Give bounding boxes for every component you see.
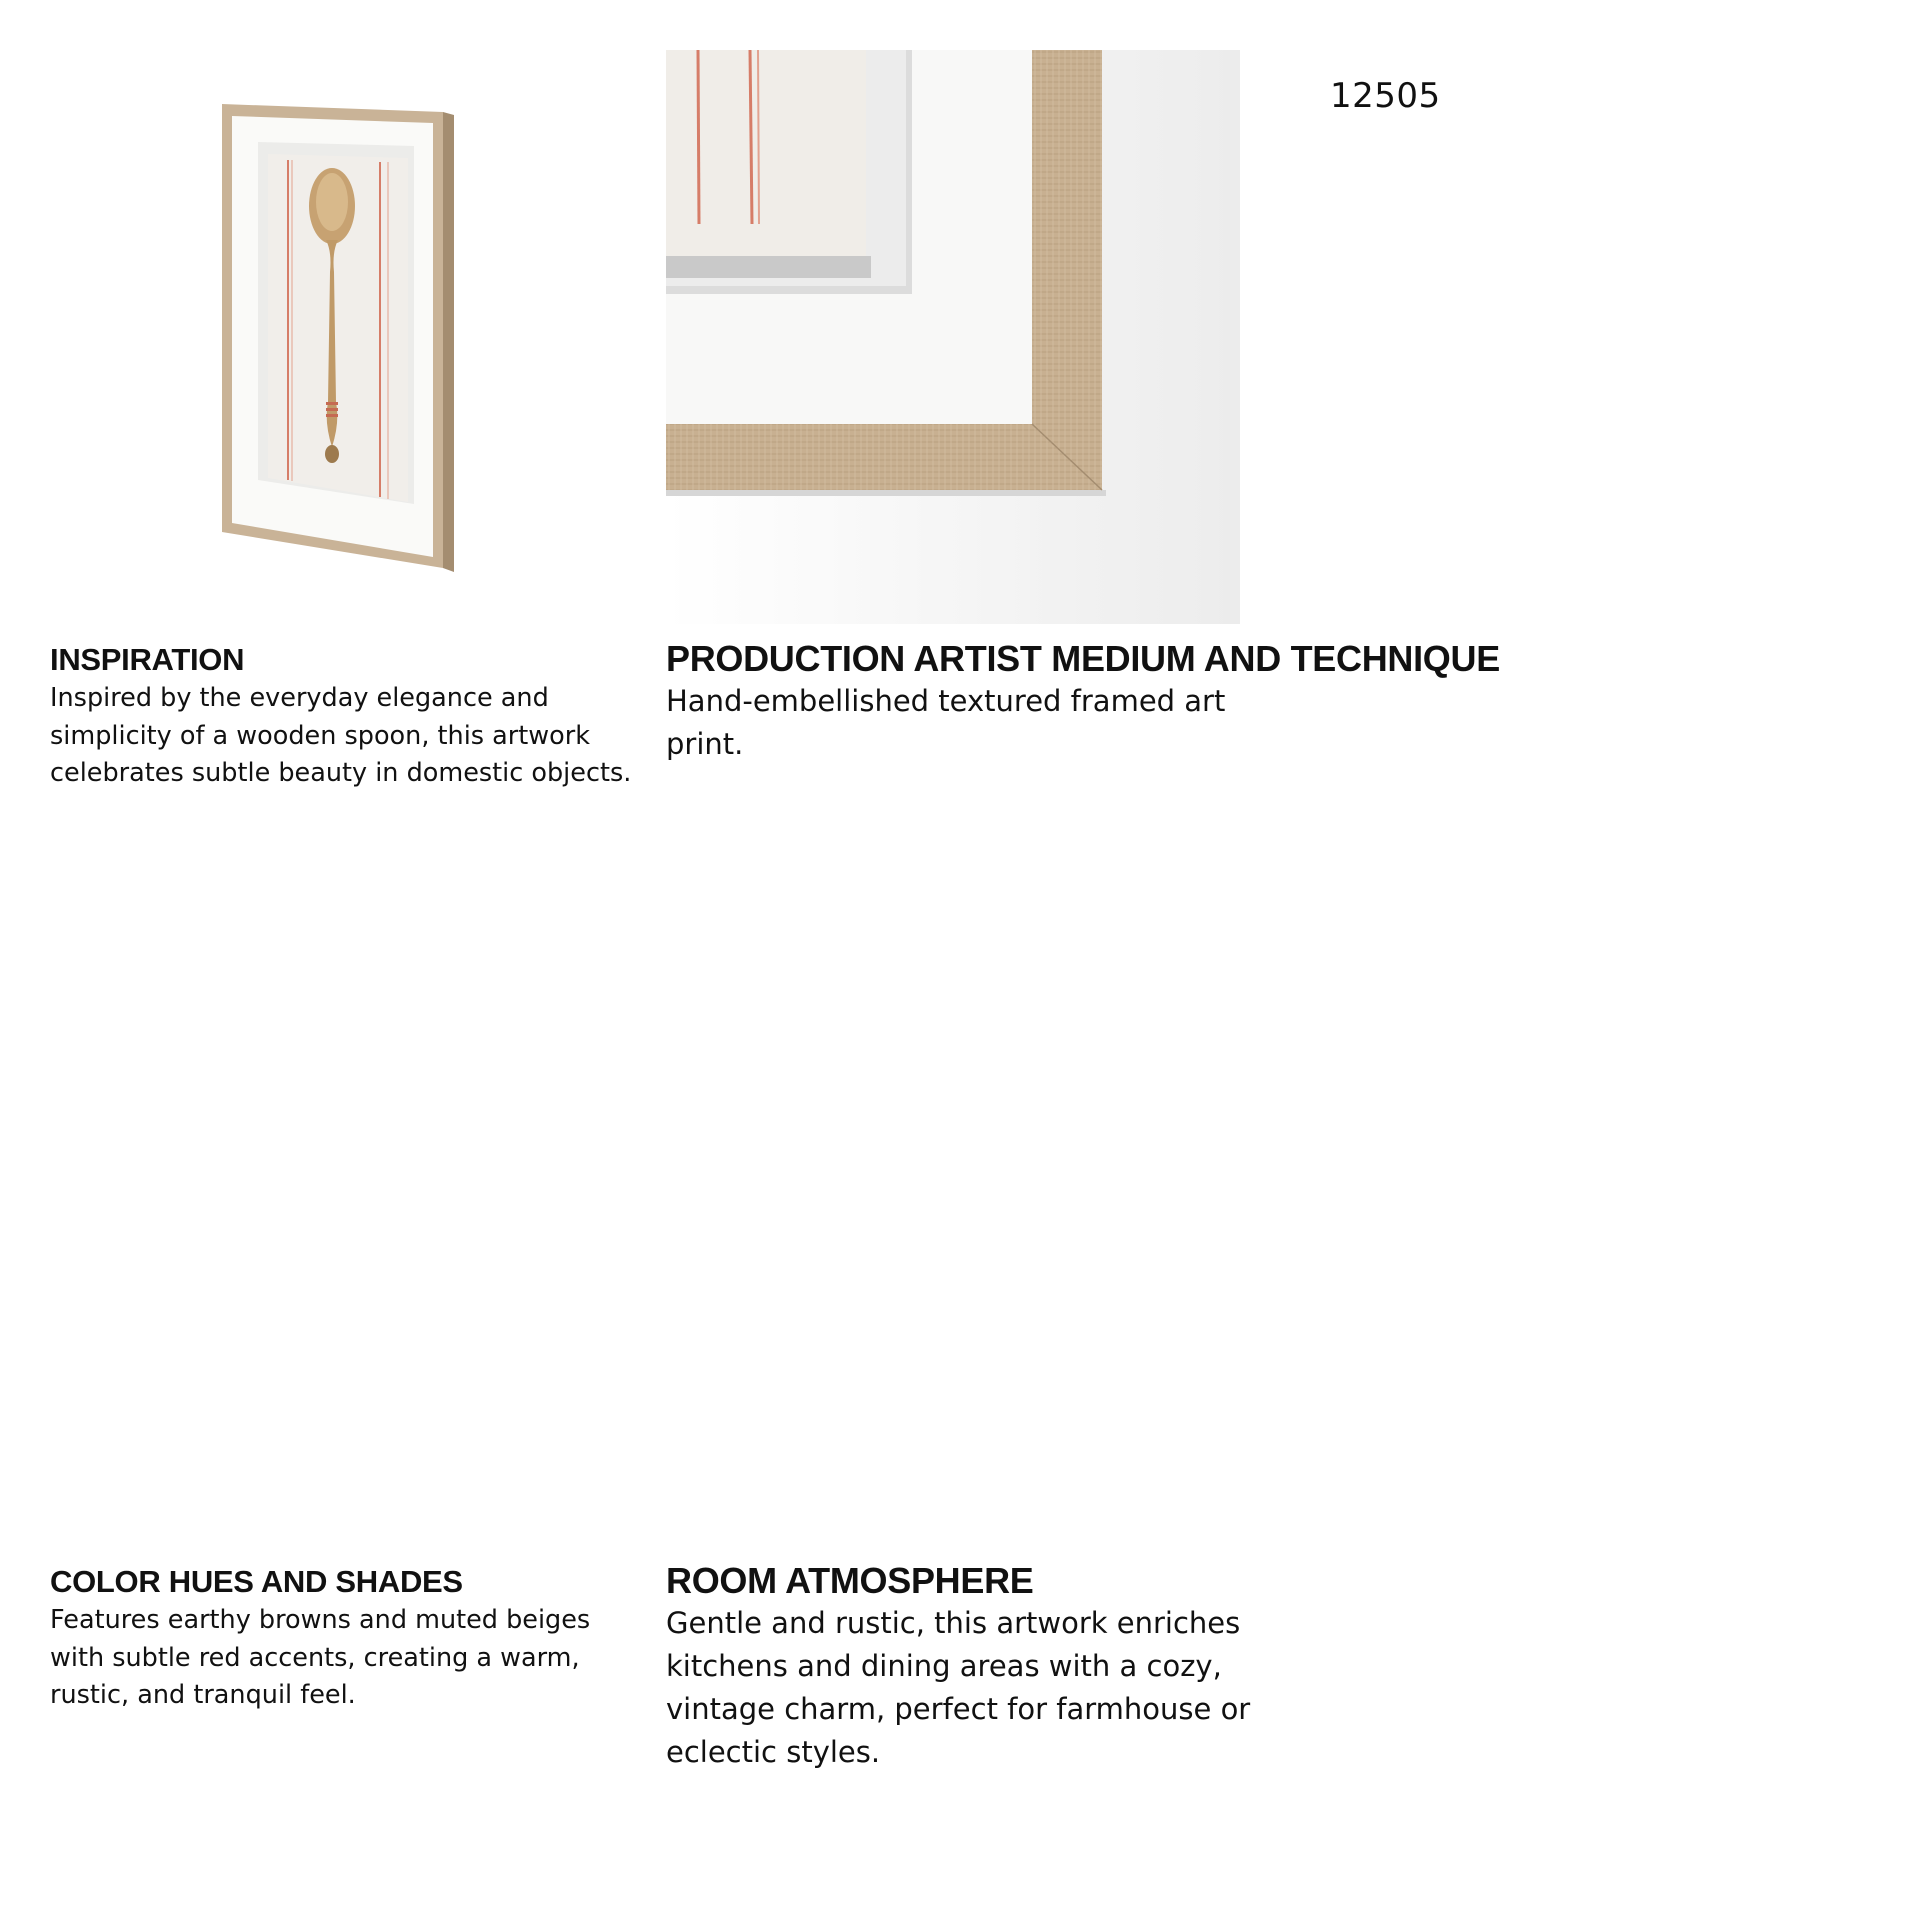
stripe-1 [698,50,699,224]
production-section [666,638,1566,766]
color-line: with subtle red accents, creating a warm, [50,1642,580,1673]
inspiration-line: Inspired by the everyday elegance and [50,683,549,713]
room-line: vintage charm, perfect for farmhouse or [666,1692,1251,1726]
print-paper-corner [666,50,866,256]
stripe-2 [750,50,752,224]
production-line: Hand-embellished textured framed art [666,684,1226,718]
room-line: Gentle and rustic, this artwork enriches [666,1606,1241,1640]
inspiration-section [50,640,650,793]
color-line: Features earthy browns and muted beiges [50,1605,591,1635]
frame-right-rail [1032,50,1102,490]
print-shadow [666,256,871,278]
product-sku: 12505 [1330,76,1441,116]
frame-corner-detail-photo [666,50,1240,624]
color-text [50,1602,650,1715]
room-text [666,1602,1266,1774]
frame-bottom-rail [666,424,1102,490]
inspiration-line: celebrates subtle beauty in domestic objects. [50,758,632,788]
room-heading: ROOM ATMOSPHERE [666,1560,1034,1601]
production-line: print. [666,727,744,761]
frame-side [443,112,454,572]
color-section [50,1562,650,1715]
inspiration-line: simplicity of a wooden spoon, this artwork [50,720,590,751]
production-text [666,680,1246,766]
stripe-3 [758,50,759,224]
inspiration-heading: INSPIRATION [50,642,245,677]
production-heading: PRODUCTION ARTIST MEDIUM AND TECHNIQUE [666,638,1500,679]
room-atmosphere-section [666,1560,1286,1774]
color-line: rustic, and tranquil feel. [50,1680,356,1710]
framed-art-product-photo [218,102,458,572]
color-heading: COLOR HUES AND SHADES [50,1564,463,1599]
room-line: kitchens and dining areas with a cozy, [666,1649,1222,1683]
inspiration-text [50,680,650,793]
frame-shadow [666,490,1106,496]
room-line: eclectic styles. [666,1735,881,1769]
